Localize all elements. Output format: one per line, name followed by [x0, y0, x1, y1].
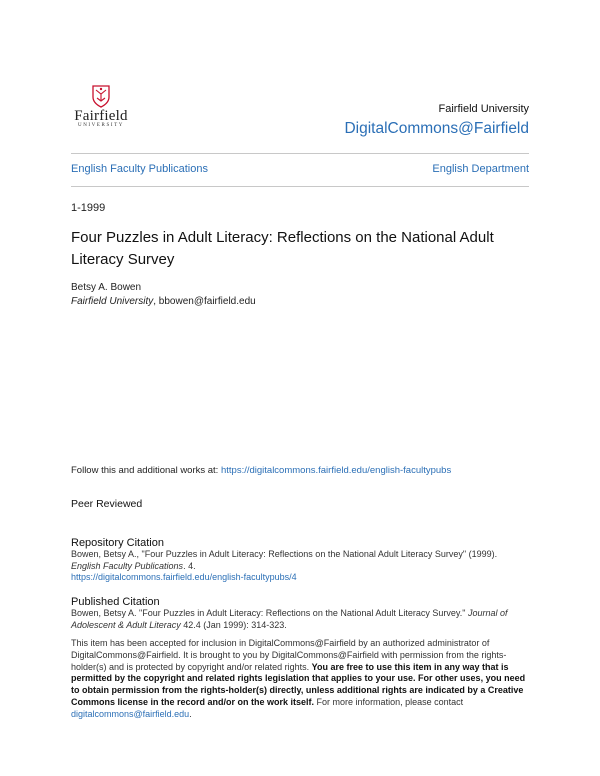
- follow-line: [71, 465, 451, 476]
- divider: [71, 186, 529, 187]
- repository-citation-body: [71, 549, 533, 584]
- published-citation-heading: Published Citation: [71, 596, 160, 608]
- author-email: , bbowen@fairfield.edu: [153, 296, 256, 307]
- journal-name: Journal of Adolescent & Adult Literacy: [71, 608, 508, 630]
- repository-link[interactable]: DigitalCommons@Fairfield: [344, 120, 529, 137]
- published-citation-body: [71, 608, 533, 631]
- rights-statement: [71, 638, 533, 721]
- published-citation-text: Bowen, Betsy A. "Four Puzzles in Adult Literacy: Reflections on the National Adult Literacy Survey.": [71, 608, 468, 618]
- series-name: English Faculty Publications: [71, 560, 184, 571]
- author-affiliation: [71, 296, 256, 307]
- institution-name: Fairfield University: [438, 103, 529, 115]
- peer-reviewed-label: Peer Reviewed: [71, 498, 143, 510]
- paper-title: Four Puzzles in Adult Literacy: Reflections on the National Adult Literacy Survey: [71, 229, 494, 268]
- logo-wordmark: Fairfield: [74, 108, 128, 124]
- logo-subtitle: UNIVERSITY: [78, 123, 124, 128]
- citation-url[interactable]: https://digitalcommons.fairfield.edu/english-facultypubs/4: [71, 572, 297, 582]
- series-number: . 4.: [183, 560, 196, 571]
- department-link[interactable]: English Department: [432, 163, 529, 175]
- contact-text: For more information, please contact: [314, 696, 464, 707]
- rights-end: .: [189, 708, 192, 719]
- university-logo[interactable]: [72, 84, 130, 136]
- contact-email-link[interactable]: digitalcommons@fairfield.edu: [71, 708, 190, 719]
- follow-link[interactable]: https://digitalcommons.fairfield.edu/english-facultypubs: [220, 465, 452, 476]
- repository-citation-heading: Repository Citation: [71, 537, 164, 549]
- rights-text: This item has been accepted for inclusion in DigitalCommons@Fairfield by an authorized administrator of DigitalCommons@Fairfield. It is brought to you by DigitalCommons@Fairfield with permission from the rights-holder(s) and is protected by copyright and/or related rights.: [71, 638, 507, 672]
- journal-details: 42.4 (Jan 1999): 314-323.: [180, 619, 287, 630]
- divider: [71, 153, 529, 154]
- follow-text: Follow this and additional works at:: [71, 465, 221, 476]
- affiliation-name: Fairfield University: [71, 296, 154, 307]
- citation-text: Bowen, Betsy A., "Four Puzzles in Adult Literacy: Reflections on the National Adult Literacy Survey" (1999).: [71, 549, 498, 559]
- rights-bold-text: You are free to use this item in any way that is permitted by the copyright and related rights legislation that applies to your use. For other uses, you need to obtain permission from the rights-holder(s) directly, unless additional rights are indicated by a Creative Commons license in the record and/or on the work itself.: [71, 661, 526, 707]
- publication-date: 1-1999: [71, 202, 106, 214]
- fairfield-shield-icon: [91, 84, 111, 108]
- author-name: Betsy A. Bowen: [71, 282, 142, 293]
- collection-link[interactable]: English Faculty Publications: [71, 163, 208, 175]
